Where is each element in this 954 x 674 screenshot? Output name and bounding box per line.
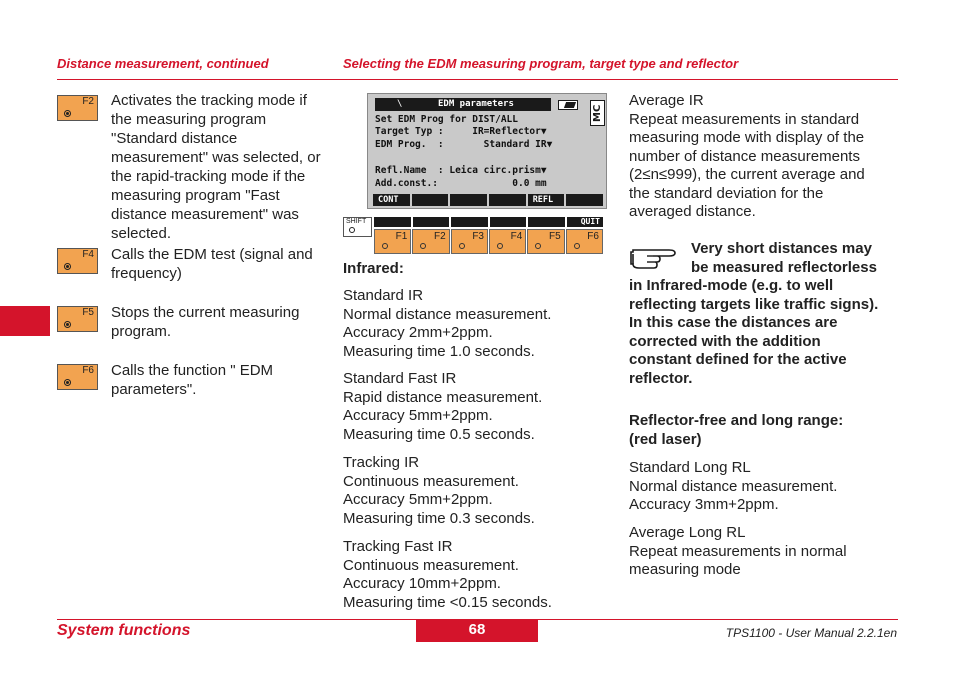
f5-key-icon	[57, 306, 98, 332]
average-ir-block	[629, 92, 899, 222]
key-label: F4	[82, 249, 94, 260]
note-line: corrected with the addition	[629, 332, 821, 350]
note-line: In this case the distances are	[629, 314, 838, 331]
shift-f1	[374, 217, 411, 227]
softkey-cont[interactable]: CONT	[373, 194, 410, 206]
softkey-3[interactable]	[450, 194, 487, 206]
standard-ir-block	[343, 287, 603, 361]
mc-indicator: MC	[590, 100, 605, 126]
shift-function-bar	[374, 217, 603, 227]
standard-long-rl-block	[629, 459, 899, 515]
page-number: 68	[416, 620, 538, 642]
note-line: Very short distances may	[691, 240, 872, 257]
key-label: F2	[433, 231, 446, 242]
pointing-hand-icon	[629, 240, 681, 272]
note-lines-bottom	[629, 277, 909, 388]
f6-key-icon	[57, 364, 98, 390]
heading-line: (red laser)	[629, 430, 702, 448]
softkey-4[interactable]	[489, 194, 526, 206]
block-line: measuring mode with display of the	[629, 129, 865, 146]
block-line: Normal distance measurement.	[629, 477, 838, 495]
block-line: Accuracy 3mm+2ppm.	[629, 496, 779, 513]
block-line: Accuracy 10mm+2ppm.	[343, 575, 501, 592]
footer-section-title: System functions	[57, 622, 191, 639]
f2-description-line1	[111, 91, 329, 243]
heading-line: Reflector-free and long range:	[629, 412, 844, 429]
shift-f3	[451, 217, 488, 227]
f2-description: Activates the tracking mode if the measuring program "Standard distance measurement" was selected, or the rapid-tracking mode if the measuring program "Fast distance measurement" was selected.	[111, 92, 321, 242]
running-header-right: Selecting the EDM measuring program, target type and reflector	[343, 56, 739, 71]
quit-label: QUIT	[567, 217, 604, 227]
f6-key[interactable]	[566, 229, 603, 254]
block-title: Standard Long RL	[629, 459, 751, 476]
note-line: in Infrared-mode (e.g. to well	[629, 277, 834, 294]
shift-label: SHIFT	[346, 218, 367, 225]
laser-heading	[629, 412, 899, 449]
block-line: Repeat measurements in standard	[629, 110, 860, 128]
block-title: Standard Fast IR	[343, 370, 457, 387]
block-line: number of distance measurements	[629, 147, 860, 165]
note-line: reflecting targets like traffic signs).	[629, 295, 879, 313]
lcd-screen	[367, 93, 607, 209]
f4-key-icon	[57, 248, 98, 274]
footer-manual-title: TPS1100 - User Manual 2.2.1en	[725, 626, 897, 640]
block-line: Accuracy 5mm+2ppm.	[343, 407, 493, 424]
block-title: Tracking Fast IR	[343, 538, 453, 555]
lcd-title-bar	[375, 98, 551, 111]
block-line: the standard deviation for the	[629, 184, 824, 202]
shift-f4	[490, 217, 527, 227]
softkey-bar	[373, 194, 603, 206]
f5-description: Stops the current measuring program.	[111, 304, 300, 340]
block-line: Normal distance measurement.	[343, 305, 552, 323]
key-label: F4	[510, 231, 523, 242]
lcd-line[interactable]: Target Typ : IR=Reflector▼	[375, 126, 547, 137]
lcd-line: Set EDM Prog for DIST/ALL	[375, 114, 518, 125]
block-line: measuring mode	[629, 561, 741, 578]
lcd-slash: \	[397, 99, 403, 109]
f3-key[interactable]	[451, 229, 488, 254]
running-header-left: Distance measurement, continued	[57, 56, 269, 71]
softkey-refl[interactable]: REFL	[528, 194, 565, 206]
f1-key[interactable]	[374, 229, 411, 254]
lcd-line[interactable]: Refl.Name : Leica circ.prism▼	[375, 165, 547, 176]
key-label: F6	[587, 231, 599, 242]
block-line: Repeat measurements in normal	[629, 542, 847, 560]
tracking-fast-ir-block	[343, 538, 603, 612]
softkey-2[interactable]	[412, 194, 449, 206]
shift-f5	[528, 217, 565, 227]
block-line: (2≤n≤999), the current average and	[629, 166, 865, 183]
shift-f2	[413, 217, 450, 227]
note-lines-top	[691, 240, 901, 277]
key-label: F5	[548, 231, 561, 242]
block-line: Accuracy 2mm+2ppm.	[343, 324, 493, 341]
tracking-ir-block	[343, 454, 603, 528]
block-title: Tracking IR	[343, 454, 420, 471]
key-label: F5	[82, 307, 94, 318]
block-line: Rapid distance measurement.	[343, 388, 543, 406]
block-line: Measuring time <0.15 seconds.	[343, 593, 552, 611]
standard-fast-ir-block	[343, 370, 603, 444]
infrared-heading: Infrared:	[343, 260, 404, 277]
block-title: Average IR	[629, 92, 704, 109]
note-line: constant defined for the active	[629, 351, 847, 368]
block-line: averaged distance.	[629, 203, 756, 220]
block-title: Standard IR	[343, 287, 424, 304]
f2-key-icon	[57, 95, 98, 121]
block-line: Measuring time 0.5 seconds.	[343, 425, 535, 443]
section-tab-marker	[0, 306, 50, 336]
key-label: F6	[82, 365, 94, 376]
shift-key[interactable]	[343, 217, 372, 237]
block-line: Accuracy 5mm+2ppm.	[343, 491, 493, 508]
softkey-6[interactable]	[566, 194, 603, 206]
function-key-row	[374, 229, 603, 254]
note-line: be measured reflectorless	[691, 258, 877, 276]
battery-icon	[558, 100, 578, 110]
key-label: F1	[395, 231, 408, 242]
lcd-title: EDM parameters	[438, 99, 514, 109]
block-line: Continuous measurement.	[343, 556, 519, 574]
block-line: Measuring time 1.0 seconds.	[343, 342, 535, 360]
block-line: Continuous measurement.	[343, 472, 519, 490]
average-long-rl-block	[629, 524, 899, 580]
note-line: reflector.	[629, 369, 693, 387]
f4-key[interactable]	[489, 229, 526, 254]
lcd-line[interactable]: EDM Prog. : Standard IR▼	[375, 139, 553, 150]
f5-key[interactable]	[527, 229, 564, 254]
key-label: F3	[472, 231, 484, 242]
lcd-line: Add.const.: 0.0 mm	[375, 178, 547, 189]
block-title: Average Long RL	[629, 524, 746, 541]
key-label: F2	[82, 96, 94, 107]
block-line: Measuring time 0.3 seconds.	[343, 509, 535, 527]
f4-description: Calls the EDM test (signal and frequency)	[111, 246, 313, 282]
header-rule	[57, 79, 898, 80]
f6-description: Calls the function " EDM parameters".	[111, 362, 274, 398]
f2-key[interactable]	[412, 229, 449, 254]
